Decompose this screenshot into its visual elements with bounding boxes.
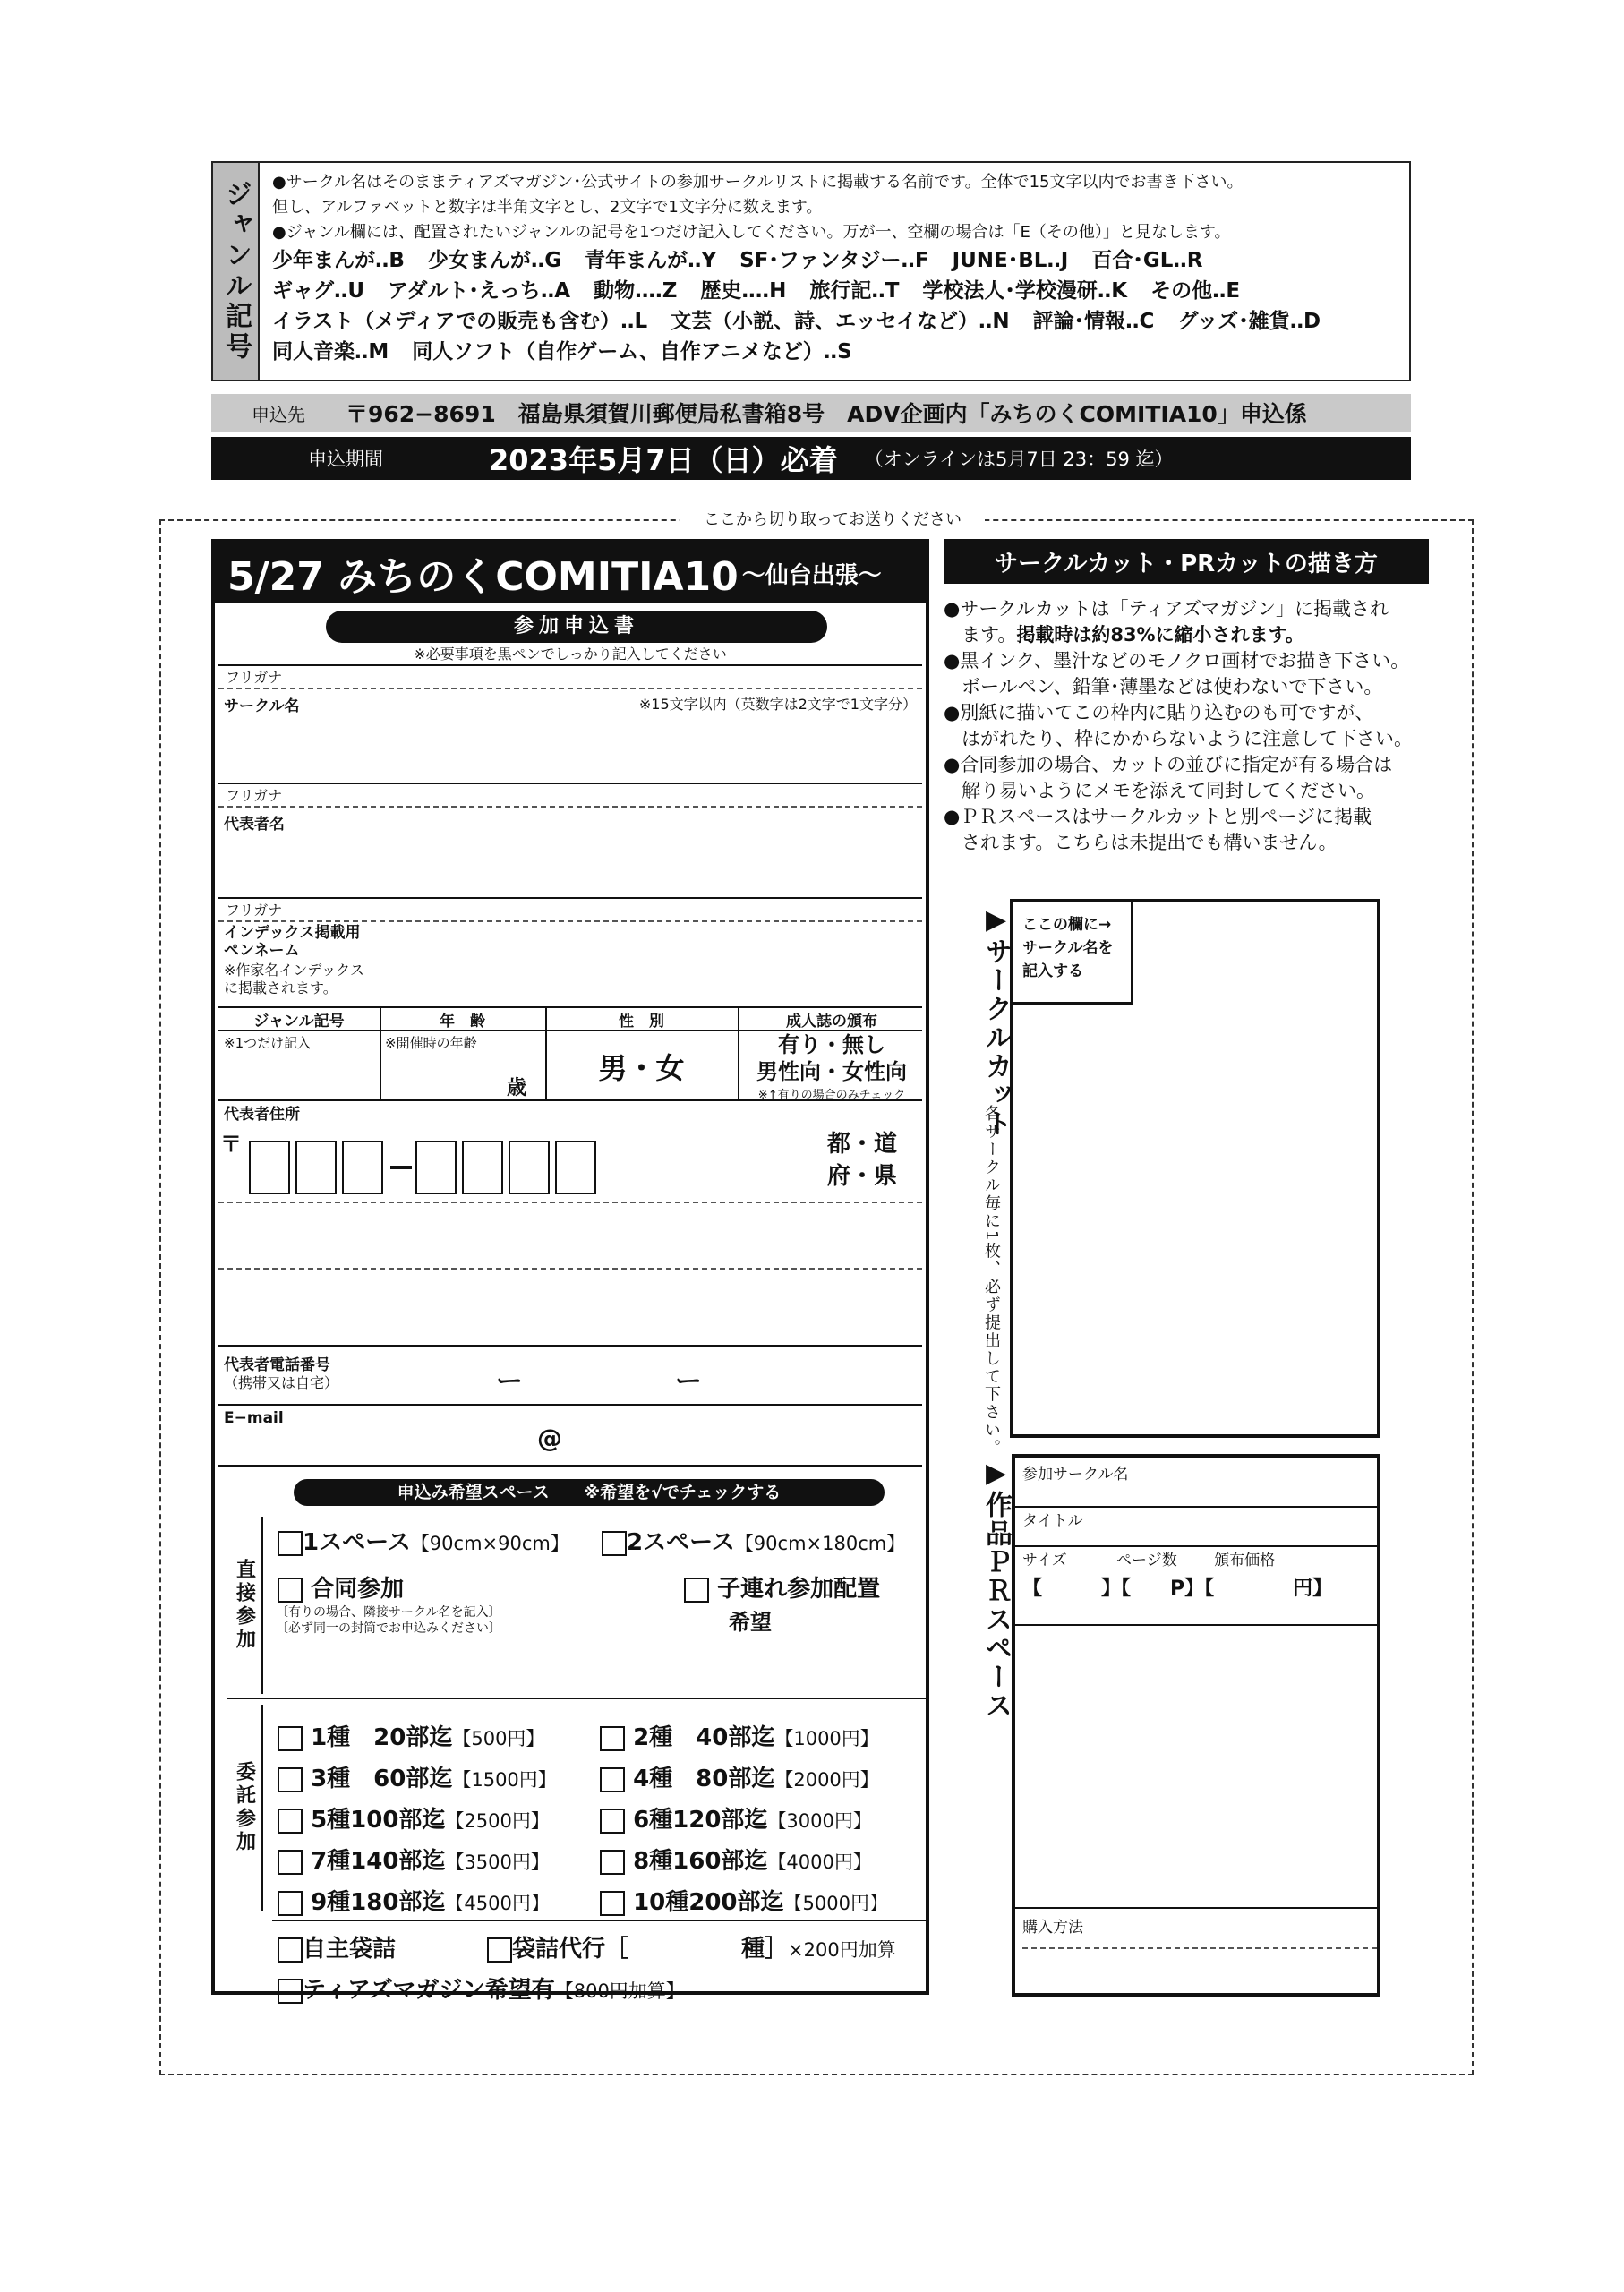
furigana-label: フリガナ (226, 902, 283, 919)
checkbox[interactable] (278, 1937, 303, 1963)
checkbox[interactable] (602, 1531, 627, 1556)
zip-digit[interactable] (415, 1141, 457, 1194)
zip-dash (390, 1166, 412, 1169)
consign-option[interactable]: 9種180部迄【4500円】 (278, 1884, 550, 1917)
consign-section: 委託参加 (227, 1705, 263, 1911)
genre-code: アダルト･えっち‥A (388, 279, 571, 303)
howto-item: ●ＰＲスペースはサークルカットと別ページに掲載 されます。こちらは未提出でも構いません。 (944, 806, 1372, 853)
age-note: ※開催時の年齢 (385, 1035, 477, 1051)
option-self-bag[interactable]: 自主袋詰 (278, 1930, 396, 1963)
zip-digit[interactable] (295, 1141, 337, 1194)
circle-cut-label: ▶サークルカット (980, 904, 1012, 1138)
checkbox[interactable] (600, 1726, 625, 1751)
address-field-1[interactable] (224, 1209, 922, 1262)
genre-side-label: ジャンル記号 (213, 163, 260, 380)
phone-separator: ー (675, 1366, 702, 1398)
joint-note: 〔有りの場合、隣接サークル名を記入〕 〔必ず同一の封筒でお申込みください〕 (276, 1605, 501, 1636)
pr-circle-name[interactable]: 参加サークル名 (1015, 1461, 1377, 1508)
consign-option[interactable]: 8種160部迄【4000円】 (600, 1843, 872, 1876)
zip-digit[interactable] (249, 1141, 290, 1194)
period-bar (211, 437, 1411, 480)
genre-code: 評論･情報‥C (1032, 310, 1155, 333)
consign-option[interactable]: 6種120部迄【3000円】 (600, 1801, 872, 1834)
checkbox[interactable] (600, 1809, 625, 1834)
genre-code: 同人ソフト（自作ゲーム、自作アニメなど）‥S (412, 340, 852, 363)
pr-title[interactable]: タイトル (1015, 1508, 1377, 1547)
consign-option[interactable]: 7種140部迄【3500円】 (278, 1843, 550, 1876)
furigana-label: フリガナ (226, 669, 283, 686)
consign-option[interactable]: 3種 60部迄【1500円】 (278, 1760, 557, 1793)
consign-option[interactable]: 5種100部迄【2500円】 (278, 1801, 550, 1834)
howto-item: ●合同参加の場合、カットの並びに指定が有る場合は 解り易いようにメモを添えて同封してください。 (944, 754, 1393, 801)
circle-cut-note: 各サークル毎に1枚、必ず提出して下さい。 (982, 1105, 1001, 1458)
direct-section: 直接参加 (227, 1517, 263, 1694)
howto-item: ●別紙に描いてこの枠内に貼り込むのも可ですが、 はがれたり、枠にかからないように注意して下さい。 (944, 702, 1413, 749)
checkbox[interactable] (278, 1891, 303, 1916)
adult-note: ※↑有りの場合のみチェック (757, 1089, 906, 1102)
destination-bar (211, 394, 1411, 432)
genre-code: 少女まんが‥G (427, 249, 562, 272)
genre-row-2 (272, 276, 1402, 306)
pen-name-field[interactable] (415, 935, 917, 988)
howto-item: ●黒インク、墨汁などのモノクロ画材でお描き下さい。 ボールペン、鉛筆･薄墨などは使わないで下さい。 (944, 650, 1410, 697)
address-label: 代表者住所 (224, 1106, 300, 1124)
circle-name-label: サークル名 (224, 697, 300, 715)
genre-code: 文芸（小説、詩、エッセイなど）‥N (671, 310, 1010, 333)
period-online: （オンラインは5月7日 23：59 迄） (864, 449, 1174, 470)
genre-code: 少年まんが‥B (272, 249, 405, 272)
circle-name-note: ※15文字以内（英数字は2文字で1文字分） (638, 696, 917, 713)
col-age: 年 齢 (440, 1013, 485, 1031)
genre-note-1: ●サークル名はそのままティアズマガジン･公式サイトの参加サークルリストに掲載する名前です。全体で15文字以内でお書き下さい。 (272, 173, 1244, 192)
genre-note-3: ●ジャンル欄には、配置されたいジャンルの記号を1つだけ記入してください。万が一、空欄の場合は「E（その他）」と見なします。 (272, 223, 1231, 242)
period-date: 2023年5月7日（日）必着 (489, 443, 838, 477)
consign-option[interactable]: 10種200部迄【5000円】 (600, 1884, 888, 1917)
phone-field[interactable] (380, 1352, 917, 1395)
option-1space[interactable]: 1スペース【90cm×90cm】 (278, 1524, 569, 1557)
genre-code: SF･ファンタジー‥F (739, 249, 929, 272)
checkbox[interactable] (684, 1578, 709, 1603)
zip-digit[interactable] (462, 1141, 503, 1194)
phone-separator: ー (496, 1366, 523, 1398)
form-title: 5/27 みちのくCOMITIA10 〜仙台出張〜 (215, 543, 926, 603)
option-2space[interactable]: 2スペース【90cm×180cm】 (602, 1524, 905, 1557)
howto-list (944, 596, 1445, 856)
age-field[interactable] (385, 1051, 501, 1096)
col-genre: ジャンル記号 (253, 1013, 345, 1031)
genre-code: JUNE･BL‥J (952, 249, 1069, 272)
genre-code: グッズ･雑貨‥D (1177, 310, 1321, 333)
email-at: @ (537, 1424, 562, 1453)
circle-cut-box[interactable] (1010, 899, 1380, 1438)
cut-circle-name-note: ここの欄に→ サークル名を 記入する (1013, 902, 1133, 1005)
genre-row-3 (272, 306, 1402, 337)
application-form (211, 539, 929, 2004)
genre-code: 同人音楽‥M (272, 340, 389, 363)
checkbox[interactable] (278, 1979, 303, 2004)
age-unit: 歳 (507, 1077, 527, 1099)
genre-code: 百合･GL‥R (1091, 249, 1203, 272)
pr-specs[interactable]: サイズ ページ数 頒布価格 【 】【 P】【 円】 (1015, 1547, 1377, 1626)
email-field[interactable] (308, 1415, 917, 1458)
sex-options[interactable]: 男・女 (598, 1051, 685, 1085)
genre-code: 学校法人･学校漫研‥K (922, 279, 1128, 303)
option-magazine[interactable]: ティアズマガジン希望有【800円加算】 (278, 1971, 685, 2005)
form-header-pill: 参加申込書 (326, 611, 827, 643)
howto-title: サークルカット・PRカットの描き方 (944, 539, 1429, 584)
consign-option[interactable]: 4種 80部迄【2000円】 (600, 1760, 879, 1793)
checkbox[interactable] (278, 1726, 303, 1751)
checkbox[interactable] (487, 1937, 512, 1963)
consign-divider (227, 1698, 926, 1699)
genre-box (211, 161, 1411, 381)
option-child[interactable]: 子連れ参加配置 (684, 1570, 880, 1604)
howto-item: ●サークルカットは「ティアズマガジン」に掲載され ます。掲載時は約83%に縮小されます。 (944, 598, 1389, 646)
genre-field[interactable] (224, 1051, 376, 1096)
genre-row-4 (272, 337, 1402, 367)
genre-code: その他‥E (1150, 279, 1241, 303)
checkbox[interactable] (278, 1531, 303, 1556)
zip-mark: 〒 (220, 1132, 242, 1157)
pr-space-box[interactable] (1012, 1454, 1380, 1997)
genre-row-1 (272, 245, 1402, 276)
genre-code: 青年まんが‥Y (585, 249, 717, 272)
prefecture-suffix: 都・道 府・県 (827, 1131, 898, 1190)
checkbox[interactable] (600, 1891, 625, 1916)
checkbox[interactable] (600, 1767, 625, 1792)
consign-option[interactable]: 1種 20部迄【500円】 (278, 1719, 544, 1752)
checkbox[interactable] (278, 1850, 303, 1875)
checkbox[interactable] (278, 1767, 303, 1792)
destination-address: 〒962−8691 福島県須賀川郵便局私書箱8号 ADV企画内「みちのくCOMITIA10」申込係 (346, 401, 1307, 427)
zip-digit[interactable] (555, 1141, 596, 1194)
col-sex: 性 別 (619, 1013, 664, 1031)
phone-note: （携帯又は自宅） (224, 1374, 339, 1391)
option-bag-proxy[interactable]: 袋詰代行［ (487, 1930, 628, 1963)
circle-name-field[interactable] (353, 714, 908, 750)
address-field-2[interactable] (224, 1275, 922, 1329)
col-adult: 成人誌の頒布 (786, 1013, 877, 1031)
checkbox[interactable] (278, 1809, 303, 1834)
genre-code: 旅行記‥T (809, 279, 900, 303)
bag-proxy-end: 種］×200円加算 (741, 1936, 896, 1963)
rep-name-label: 代表者名 (224, 816, 285, 834)
option-child-2: 希望 (729, 1610, 772, 1635)
consign-sub-divider (272, 1920, 926, 1921)
genre-code: イラスト（メディアでの販売も含む）‥L (272, 310, 648, 333)
phone-label: 代表者電話番号 (224, 1356, 330, 1374)
rep-name-field[interactable] (353, 833, 908, 868)
genre-note: ※1つだけ記入 (224, 1035, 312, 1051)
option-joint[interactable]: 合同参加 (278, 1570, 404, 1604)
genre-content (272, 170, 1402, 367)
genre-code: ギャグ‥U (272, 279, 365, 303)
furigana-label: フリガナ (226, 787, 283, 804)
pen-name-label: インデックス掲載用 ペンネーム (224, 924, 361, 960)
period-label: 申込期間 (308, 449, 383, 470)
pr-purchase[interactable]: 購入方法 (1015, 1914, 1377, 1968)
zip-digit[interactable] (342, 1141, 383, 1194)
email-label: E−mail (224, 1409, 284, 1427)
space-pill: 申込み希望スペース ※希望を√でチェックする (294, 1479, 885, 1506)
checkbox[interactable] (278, 1578, 303, 1603)
genre-note-2: 但し、アルファベットと数字は半角文字とし、2文字で1文字分に数えます。 (272, 198, 823, 217)
pen-name-note: ※作家名インデックス に掲載されます。 (224, 962, 364, 996)
form-subtitle: 〜仙台出張〜 (741, 561, 882, 589)
consign-option[interactable]: 2種 40部迄【1000円】 (600, 1719, 879, 1752)
zip-digit[interactable] (509, 1141, 550, 1194)
genre-code: 動物‥‥Z (594, 279, 678, 303)
checkbox[interactable] (600, 1850, 625, 1875)
adult-options[interactable]: 有り・無し 男性向・女性向 (756, 1032, 907, 1084)
genre-code: 歴史‥‥H (700, 279, 787, 303)
destination-label: 申込先 (252, 403, 305, 425)
cut-label: ここから切り取ってお送りください (680, 507, 985, 530)
form-body (218, 603, 922, 2004)
pr-space-label: ▶作品ＰＲスペース (980, 1458, 1012, 1720)
form-header-note: ※必要事項を黒ペンでしっかり記入してください (414, 646, 727, 663)
